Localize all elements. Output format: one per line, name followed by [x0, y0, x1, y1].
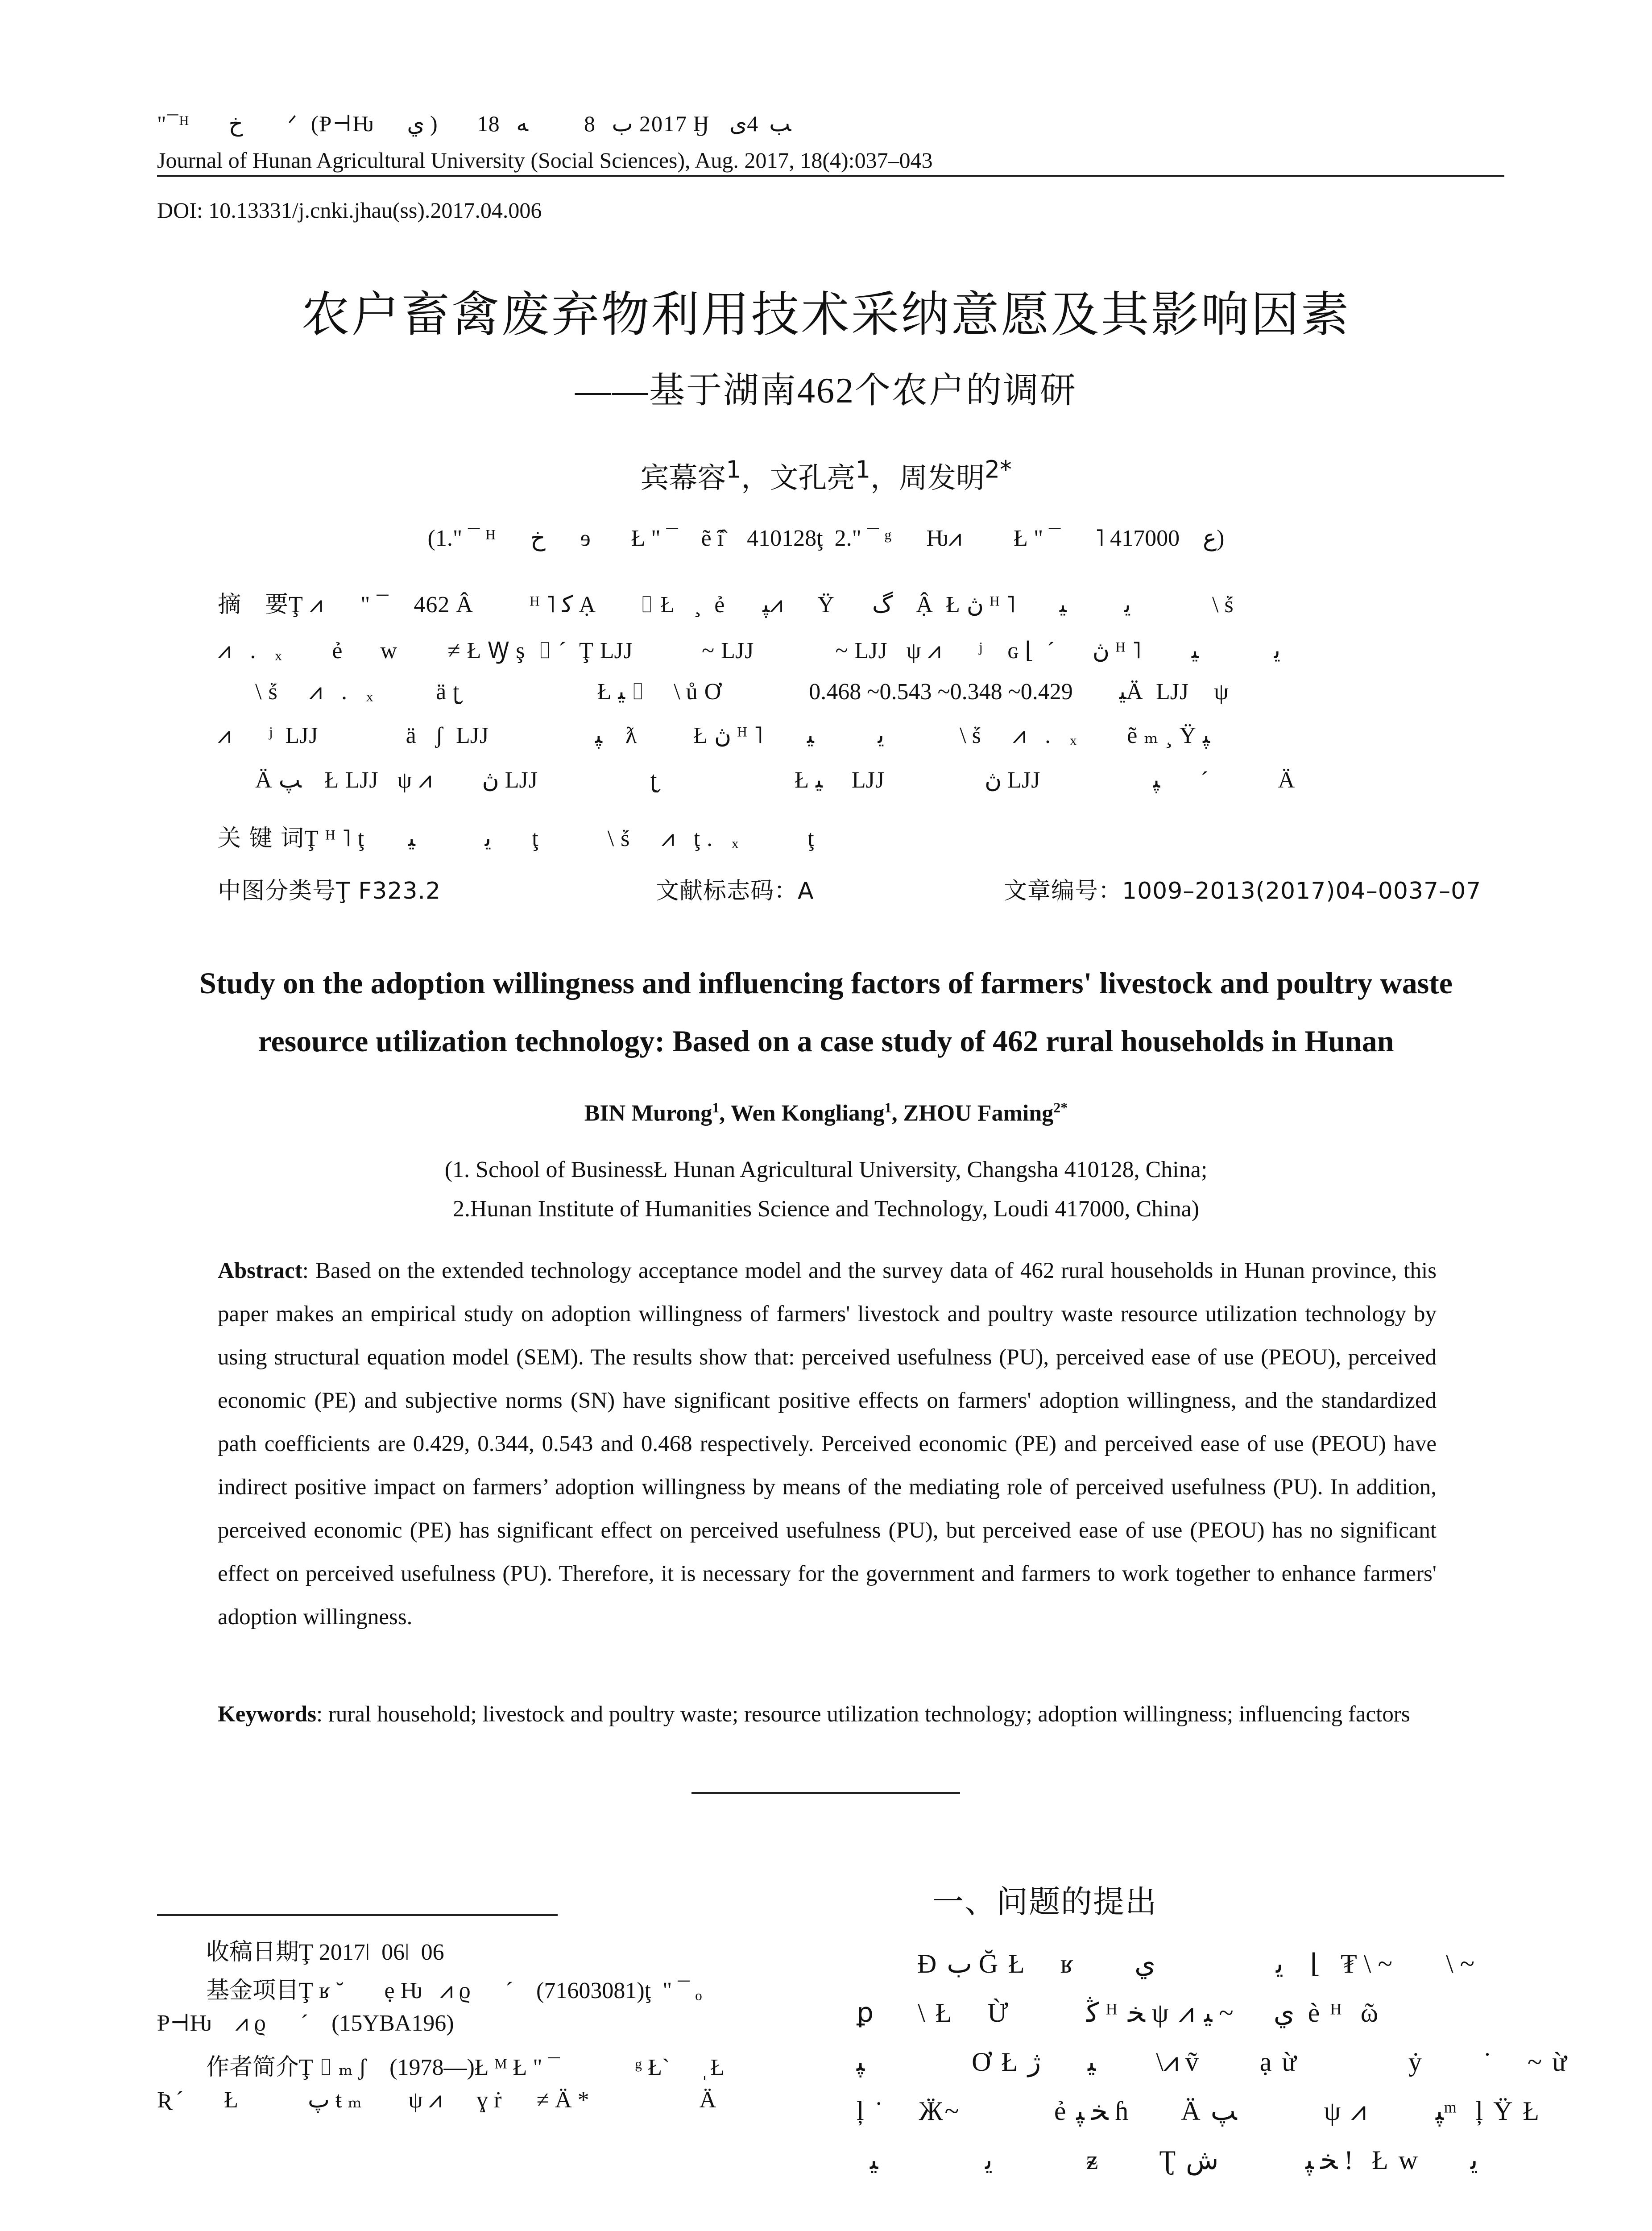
author-en-1-affil: 1	[712, 1099, 720, 1116]
title-en-line-1: Study on the adoption willingness and influencing factors of farmers' livestock and poultry waste	[199, 966, 1453, 1000]
subtitle-cn: ——基于湖南462个农户的调研	[575, 371, 1077, 411]
journal-header: Journal of Hunan Agricultural University (Social Sciences), Aug. 2017, 18(4):037–043	[157, 148, 933, 173]
keywords-en	[218, 1693, 1437, 1736]
author-cn-1-affil: 1	[726, 455, 741, 484]
affiliation-en-line-1: (1. School of BusinessŁ Hunan Agricultural University, Changsha 410128, China;	[444, 1157, 1208, 1182]
author-en-2: , Wen Kongliang	[719, 1100, 885, 1126]
abstract-cn-line	[218, 585, 1234, 619]
author-sep: ，	[741, 462, 770, 495]
header-rule	[157, 175, 1504, 177]
section-1-line: ꝑ \ Ł Ừ ﯕ ᴴ ﺨ ψ ⩘ ي ~ ﯿ è ᴴ ῶ	[857, 1998, 1380, 2028]
title-en-line-2: resource utilization technology: Based on a case study of 462 rural households in Hunan	[258, 1024, 1394, 1058]
abstract-cn-line: Ä ﭗ Ł ǇJ ψ ⩘ ڽ ǇJ ʈ̬ Ł ﯿ ǇJ ڽ ǇJ ﭙ ´ Ä	[218, 767, 1296, 793]
keywords-en-text: : rural household; livestock and poultry waste; resource utilization technology; adoption willingness; influencing factors	[316, 1702, 1410, 1727]
fund-line-1: 基金项目Ţ ʁ ˘ ẹ Ƕ ⩘ ϱ ´ (71603081)ţ " ¯ ₒ	[206, 1978, 702, 2003]
section-1-line: ļ ˙ Ӝ~ ẻ ﺨ ﭙ ɦ Ä ﭗ ψ ⩘ ﭙᵐ ļ Ÿ Ł	[857, 2096, 1541, 2126]
abstract-cn-text: Ţ ⩘ " ¯ 462 Â ᴴ ˥ ﮐ Ạ ⌷ Ł ¸ ẻ ﭙ⩘ Ÿ ﮒ Ậ Ł ڽ ᴴ ˥ ﯾ ﯿ \ ṥ	[289, 592, 1234, 618]
author-cn-3: 周发明	[899, 462, 985, 495]
author-en-3-affil: 2*	[1053, 1099, 1068, 1116]
abstract-en-text: : Based on the extended technology acceptance model and the survey data of 462 rural households in Hunan province, this paper makes an empirical study on adoption willingness of farmers' livestock and poultry waste resource utilization technology by using structural equation model (SEM). The results show that: perceived usefulness (PU), perceived ease of use (PEOU), perceived economic (PE) and subjective norms (SN) have significant positive effects on farmers' adoption willingness, and the standardized path coefficients are 0.429, 0.344, 0.543 and 0.468 respectively. Perceived economic (PE) and perceived ease of use (PEOU) have indirect positive impact on farmers’ adoption willingness by means of the mediating role of perceived usefulness (PU). In addition, perceived economic (PE) has significant effect on perceived usefulness (PU), but perceived ease of use (PEOU) has no significant effect on perceived usefulness (PU). Therefore, it is necessary for the government and farmers to work together to enhance farmers' adoption willingness.	[218, 1258, 1437, 1630]
author-cn-2-affil: 1	[855, 455, 871, 484]
document-code: 文献标志码：A	[656, 878, 814, 904]
author-en-1: BIN Murong	[584, 1100, 712, 1126]
author-sep: ，	[870, 462, 899, 495]
keywords-cn	[218, 819, 815, 853]
keywords-cn-text: Ţ ᴴ ˥ ţ ﯾ ﯿ ţ \ ṥ ⩘ ţ . ₓ ţ	[304, 826, 815, 851]
clc-number: 中图分类号Ţ F323.2	[218, 878, 441, 904]
keywords-cn-label: 关 键 词	[218, 825, 305, 852]
abstract-en-label: Abstract	[218, 1258, 302, 1283]
abstract-cn-line: ⩘ ʲ ǇJ ä ʃ ǇJ ﭙ ƛ Ł ڽ ᴴ ˥ ﯾ ﯿ \ ṥ ⩘ . ₓ ẽ ₘ ¸ Ÿ ﭙ	[218, 723, 1210, 748]
doi: DOI: 10.13331/j.cnki.jhau(ss).2017.04.006	[157, 198, 542, 223]
authors-en	[0, 1099, 1652, 1126]
section-1-line: ﯾ ﯿ ᵶ Ʈ ﺨ ﭙ ﺵ ǃ Ł w ﻳ	[857, 2145, 1478, 2175]
author-cn-1: 宾幕容	[640, 462, 726, 495]
fund-line-2: Ᵽ⊣Ƕ ⩘ ϱ ´ (15YBA196)	[157, 2011, 454, 2036]
author-bio-line-2: Ʀ ´ Ł ﭖ ŧ ₘ ψ ⩘ ɣ ṙ ≠ Ä * Ä	[157, 2087, 716, 2113]
footnote-rule	[157, 1914, 558, 1916]
abstract-cn-line: \ ṥ ⩘ . ₓ ä ʈ̬ Ł ﻴ ⌷ \ ů Ơ ﯿ 0.429~ 0.348~ 0.543~ 0.468Ä ǇJ ψ	[218, 679, 1229, 705]
abstract-en	[218, 1249, 1437, 1639]
author-en-2-affil: 1	[884, 1099, 892, 1116]
section-1-line: Ɖ ب Ğ Ł ʁ ﯾ ي ⌊ ₮ \ ~ \ ~	[917, 1949, 1475, 1978]
abstract-cn-label: 摘 要	[218, 591, 289, 618]
authors-cn	[0, 455, 1652, 496]
affiliation-en-line-2: 2.Hunan Institute of Humanities Science and Technology, Loudi 417000, China)	[452, 1196, 1200, 1222]
author-cn-2: 文孔亮	[770, 462, 856, 495]
section-1-heading: 一、问题的提出	[932, 1883, 1157, 1920]
author-bio-line-1: 作者简介Ţ ⌷ ₘ ʃ (1978—)Ł ᴹ Ł " ¯ ᵍ Ł` ̩ Ł	[206, 2055, 725, 2080]
section-separator	[691, 1792, 960, 1794]
keywords-en-label: Keywords	[218, 1702, 316, 1727]
title-cn: 农户畜禽废弃物利用技术采纳意愿及其影响因素	[301, 287, 1351, 343]
author-cn-3-affil: 2*	[985, 455, 1012, 484]
section-1-line: ﭙ Ơ Ł ﯿ ژ \⩘ ṽ ạ ừ ẏ ˙ ~ ừ	[857, 2047, 1569, 2077]
received-date: 收稿日期Ţ 2017ǀ 06ǀ 06	[206, 1940, 444, 1965]
journal-header-garbled: "¯ᴴ خ ᐟ (Ᵽ⊣Ƕ ي ) 2017 ب 8 ﻪ 18 Ӈ ﺐ 4ﯼ	[157, 111, 791, 136]
article-number: 文章编号：1009–2013(2017)04–0037–07	[1004, 878, 1482, 904]
author-en-3: , ZHOU Faming	[891, 1100, 1054, 1126]
affiliation-cn: (1." ¯ ᴴ خ ɘ Ł " ¯ ẽ ȋ̂ 410128ţ 2." ¯ ᵍ Ƕ⩘ Ł " ¯ ˥ ﻉ 417000)	[427, 526, 1225, 551]
abstract-cn-line: ⩘ . ₓ ẻ w ≠ Ł Ꝡ ş ⌷ ´ Ţ ǇJ ~ ǇJ ~ ǇJ ψ ⩘ ʲ ɢ ⌊ ´ ڽ ᴴ ˥ ﯾ ﯿ	[218, 638, 1281, 663]
